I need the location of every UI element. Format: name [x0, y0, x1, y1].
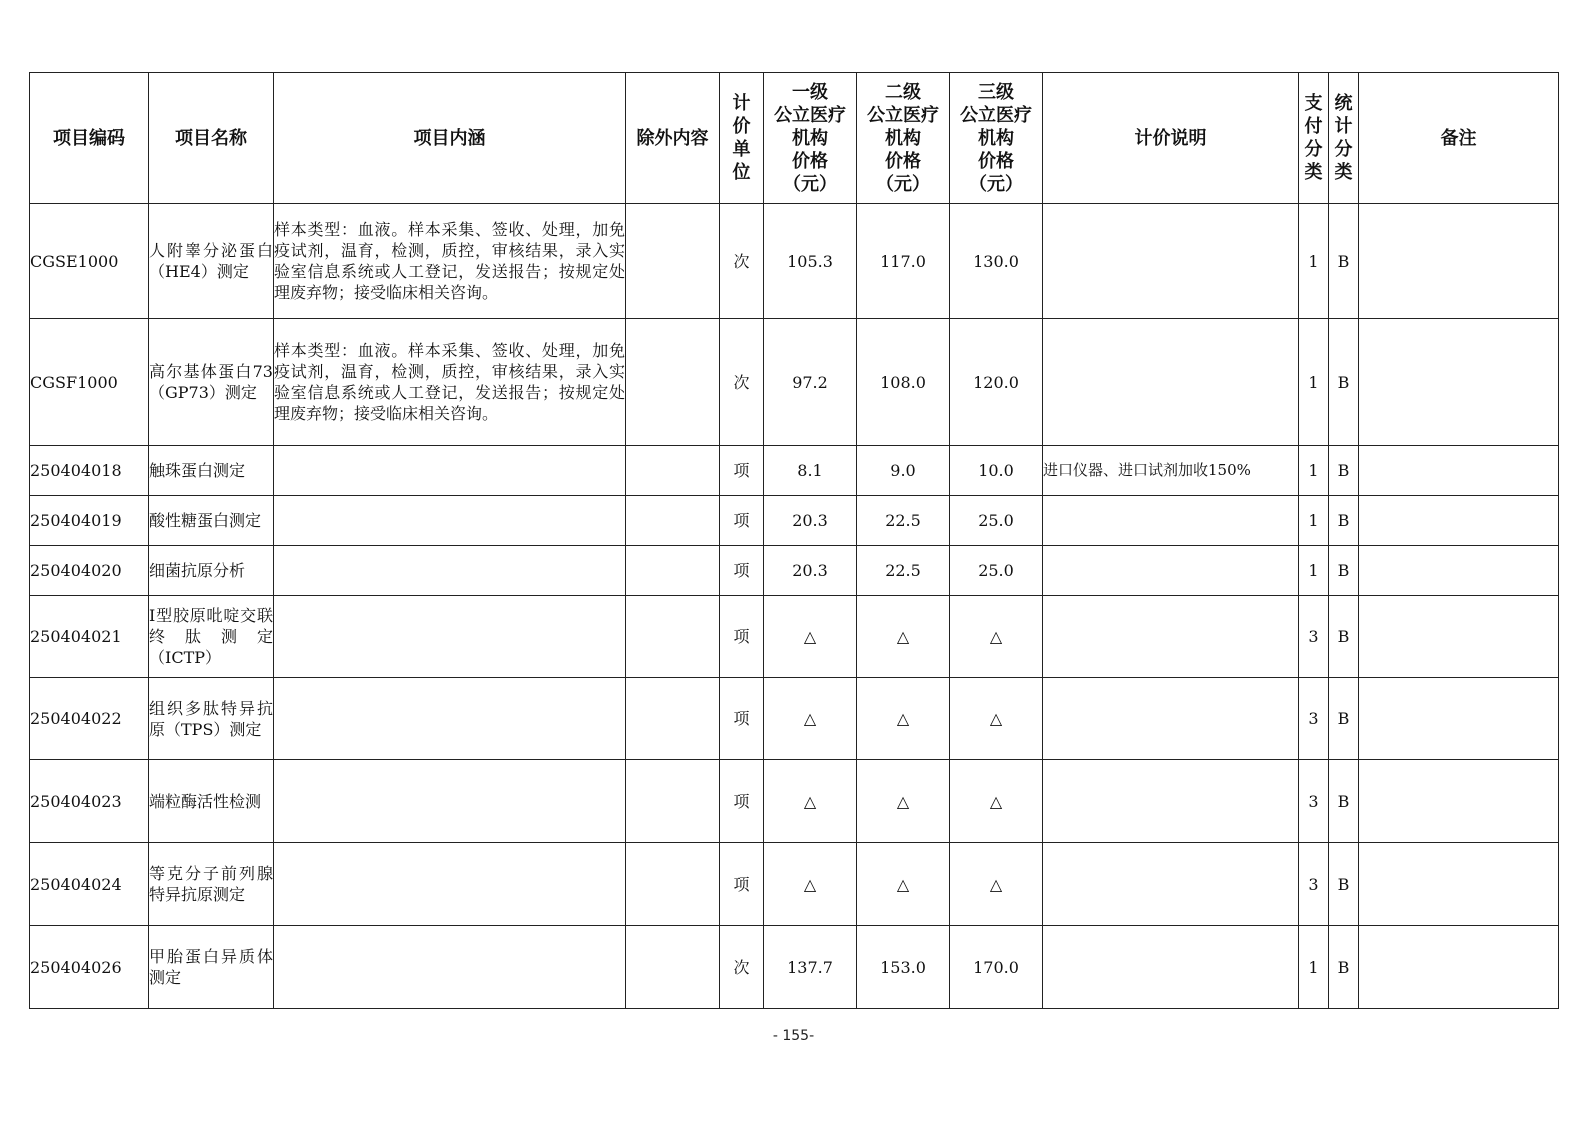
cell-price-2: 117.0 [857, 204, 950, 319]
cell-unit: 次 [720, 926, 764, 1009]
header-price-2-line: （元） [876, 173, 930, 195]
cell-note [1043, 843, 1299, 926]
cell-stat: B [1329, 596, 1359, 678]
cell-unit: 项 [720, 546, 764, 596]
cell-excluded [626, 204, 720, 319]
cell-unit: 项 [720, 496, 764, 546]
cell-stat: B [1329, 446, 1359, 496]
cell-price-1: 97.2 [764, 319, 857, 446]
header-price-1-line: 公立医疗 [774, 104, 846, 126]
cell-pay: 1 [1299, 546, 1329, 596]
cell-unit: 项 [720, 843, 764, 926]
cell-price-2: △ [857, 596, 950, 678]
header-price-1 [764, 73, 857, 204]
cell-price-2: 22.5 [857, 546, 950, 596]
cell-price-2: 108.0 [857, 319, 950, 446]
cell-name: 甲胎蛋白异质体测定 [149, 926, 274, 1009]
cell-pay: 1 [1299, 446, 1329, 496]
cell-unit: 项 [720, 678, 764, 760]
header-price-2-line: 机构 [885, 127, 921, 149]
cell-stat: B [1329, 760, 1359, 843]
cell-name: 酸性糖蛋白测定 [149, 496, 274, 546]
table-row [30, 496, 1559, 546]
header-price-1-line: 价格 [792, 150, 828, 172]
cell-name: 高尔基体蛋白73（GP73）测定 [149, 319, 274, 446]
header-price-1-line: 机构 [792, 127, 828, 149]
cell-pay: 3 [1299, 843, 1329, 926]
header-name: 项目名称 [149, 73, 274, 204]
table-row [30, 843, 1559, 926]
header-stat-text: 统计分类 [1334, 93, 1353, 183]
cell-excluded [626, 496, 720, 546]
cell-price-3: △ [950, 760, 1043, 843]
header-notes: 计价说明 [1043, 73, 1299, 204]
table-row [30, 204, 1559, 319]
header-price-3-line: 价格 [978, 150, 1014, 172]
table-row [30, 546, 1559, 596]
cell-stat: B [1329, 546, 1359, 596]
cell-remark [1359, 678, 1559, 760]
cell-price-1: 20.3 [764, 496, 857, 546]
cell-excluded [626, 678, 720, 760]
cell-name: I型胶原吡啶交联终肽测定（ICTP） [149, 596, 274, 678]
cell-excluded [626, 596, 720, 678]
table-row [30, 678, 1559, 760]
cell-remark [1359, 546, 1559, 596]
cell-price-1: 8.1 [764, 446, 857, 496]
cell-content [274, 596, 626, 678]
header-price-3-line: 三级 [978, 81, 1014, 103]
cell-pay: 3 [1299, 596, 1329, 678]
header-unit [720, 73, 764, 204]
cell-price-1: △ [764, 843, 857, 926]
price-table [29, 72, 1559, 1009]
cell-code: 250404026 [30, 926, 149, 1009]
header-unit-text: 计价单位 [732, 93, 751, 183]
cell-note [1043, 496, 1299, 546]
cell-remark [1359, 204, 1559, 319]
cell-name: 组织多肽特异抗原（TPS）测定 [149, 678, 274, 760]
cell-unit: 次 [720, 204, 764, 319]
cell-pay: 3 [1299, 760, 1329, 843]
cell-name: 人附睾分泌蛋白（HE4）测定 [149, 204, 274, 319]
cell-content [274, 678, 626, 760]
table-row [30, 926, 1559, 1009]
cell-name: 触珠蛋白测定 [149, 446, 274, 496]
header-price-2-line: 公立医疗 [867, 104, 939, 126]
cell-pay: 1 [1299, 319, 1329, 446]
table-header-row [30, 73, 1559, 204]
cell-note: 进口仪器、进口试剂加收150% [1043, 446, 1299, 496]
cell-stat: B [1329, 843, 1359, 926]
cell-price-2: 9.0 [857, 446, 950, 496]
cell-stat: B [1329, 678, 1359, 760]
cell-unit: 次 [720, 319, 764, 446]
cell-code: 250404021 [30, 596, 149, 678]
cell-price-3: △ [950, 596, 1043, 678]
cell-price-2: △ [857, 843, 950, 926]
cell-unit: 项 [720, 760, 764, 843]
cell-content [274, 926, 626, 1009]
cell-content [274, 446, 626, 496]
cell-price-3: △ [950, 843, 1043, 926]
cell-excluded [626, 926, 720, 1009]
cell-name: 端粒酶活性检测 [149, 760, 274, 843]
cell-remark [1359, 496, 1559, 546]
cell-price-3: △ [950, 678, 1043, 760]
cell-pay: 1 [1299, 204, 1329, 319]
cell-note [1043, 546, 1299, 596]
cell-code: 250404022 [30, 678, 149, 760]
cell-content [274, 760, 626, 843]
cell-price-3: 170.0 [950, 926, 1043, 1009]
header-pay-text: 支付分类 [1304, 93, 1323, 183]
cell-stat: B [1329, 204, 1359, 319]
cell-price-1: 20.3 [764, 546, 857, 596]
cell-excluded [626, 843, 720, 926]
cell-note [1043, 319, 1299, 446]
cell-code: 250404023 [30, 760, 149, 843]
cell-price-1: 137.7 [764, 926, 857, 1009]
header-price-2 [857, 73, 950, 204]
cell-remark [1359, 596, 1559, 678]
cell-pay: 1 [1299, 926, 1329, 1009]
header-remark: 备注 [1359, 73, 1559, 204]
cell-stat: B [1329, 319, 1359, 446]
cell-content: 样本类型：血液。样本采集、签收、处理，加免疫试剂，温育，检测，质控，审核结果，录入实验室信息系统或人工登记，发送报告；按规定处理废弃物；接受临床相关咨询。 [274, 319, 626, 446]
cell-price-3: 120.0 [950, 319, 1043, 446]
cell-unit: 项 [720, 446, 764, 496]
cell-content [274, 546, 626, 596]
header-price-3-line: 公立医疗 [960, 104, 1032, 126]
cell-excluded [626, 760, 720, 843]
cell-price-2: △ [857, 760, 950, 843]
cell-excluded [626, 446, 720, 496]
cell-code: CGSE1000 [30, 204, 149, 319]
cell-excluded [626, 319, 720, 446]
header-price-3-line: 机构 [978, 127, 1014, 149]
cell-code: 250404019 [30, 496, 149, 546]
header-price-3 [950, 73, 1043, 204]
cell-stat: B [1329, 926, 1359, 1009]
header-stat [1329, 73, 1359, 204]
cell-price-1: △ [764, 760, 857, 843]
cell-pay: 1 [1299, 496, 1329, 546]
header-price-1-line: （元） [783, 173, 837, 195]
cell-note [1043, 678, 1299, 760]
header-excluded: 除外内容 [626, 73, 720, 204]
cell-remark [1359, 843, 1559, 926]
cell-note [1043, 760, 1299, 843]
header-pay [1299, 73, 1329, 204]
cell-remark [1359, 760, 1559, 843]
cell-content [274, 843, 626, 926]
cell-code: CGSF1000 [30, 319, 149, 446]
cell-remark [1359, 446, 1559, 496]
cell-code: 250404024 [30, 843, 149, 926]
header-price-2-line: 价格 [885, 150, 921, 172]
cell-code: 250404020 [30, 546, 149, 596]
cell-name: 细菌抗原分析 [149, 546, 274, 596]
cell-note [1043, 596, 1299, 678]
cell-price-1: △ [764, 596, 857, 678]
header-price-3-line: （元） [969, 173, 1023, 195]
cell-name: 等克分子前列腺特异抗原测定 [149, 843, 274, 926]
cell-code: 250404018 [30, 446, 149, 496]
cell-price-2: 153.0 [857, 926, 950, 1009]
table-row [30, 319, 1559, 446]
cell-remark [1359, 319, 1559, 446]
cell-price-3: 130.0 [950, 204, 1043, 319]
cell-price-3: 25.0 [950, 496, 1043, 546]
cell-price-3: 25.0 [950, 546, 1043, 596]
cell-price-2: 22.5 [857, 496, 950, 546]
table-row [30, 446, 1559, 496]
header-price-1-line: 一级 [792, 81, 828, 103]
cell-note [1043, 926, 1299, 1009]
header-code: 项目编码 [30, 73, 149, 204]
cell-content [274, 496, 626, 546]
cell-unit: 项 [720, 596, 764, 678]
header-content: 项目内涵 [274, 73, 626, 204]
cell-price-1: 105.3 [764, 204, 857, 319]
header-price-2-line: 二级 [885, 81, 921, 103]
cell-content: 样本类型：血液。样本采集、签收、处理，加免疫试剂，温育，检测，质控，审核结果，录入实验室信息系统或人工登记，发送报告；按规定处理废弃物；接受临床相关咨询。 [274, 204, 626, 319]
page-number: - 155- [772, 1028, 815, 1044]
cell-price-1: △ [764, 678, 857, 760]
cell-price-2: △ [857, 678, 950, 760]
cell-note [1043, 204, 1299, 319]
cell-excluded [626, 546, 720, 596]
cell-price-3: 10.0 [950, 446, 1043, 496]
table-row [30, 596, 1559, 678]
cell-stat: B [1329, 496, 1359, 546]
table-row [30, 760, 1559, 843]
cell-pay: 3 [1299, 678, 1329, 760]
cell-remark [1359, 926, 1559, 1009]
